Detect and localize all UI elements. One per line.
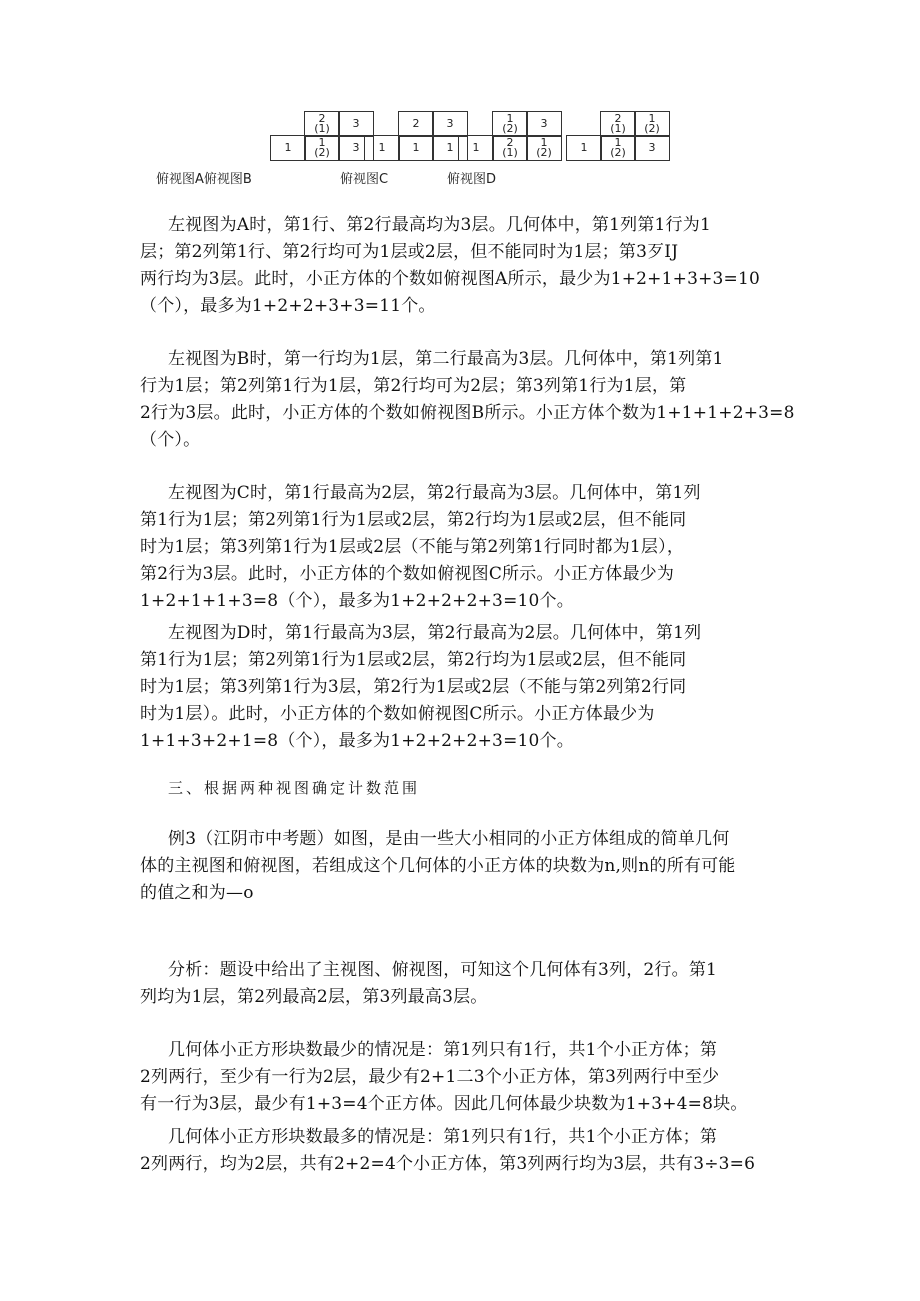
text-line: （个）。 [140,430,201,450]
paragraph-analysis [140,957,780,1011]
text-line: 左视图为D时，第1行最高为3层，第2行最高为2层。几何体中，第1列 [168,623,702,643]
grid-cell: 1 (2) [634,111,670,137]
grid-cell: 1 (2) [492,111,528,137]
text-line: 左视图为C时，第1行最高为2层，第2行最高为3层。几何体中，第1列 [168,483,701,503]
caption-top-view-c: 俯视图C [340,172,389,187]
text-line: 分析：题设中给出了主视图、俯视图，可知这个几何体有3列，2行。第1 [168,960,718,980]
text-line: 第2行为3层。此时，小正方体的个数如俯视图C所示。小正方体最少为 [140,564,675,584]
paragraph-left-view-b [140,346,795,454]
text-line: 时为1层；第3列第1行为3层，第2行为1层或2层（不能与第2列第2行同 [140,677,687,697]
caption-top-view-d: 俯视图D [447,172,497,187]
grid-cell: 2 [398,111,434,137]
text-line: 的值之和为—o [140,883,254,903]
text-line: 1+1+3+2+1=8（个），最多为1+2+2+2+3=10个。 [140,731,574,751]
text-line: 例3（江阴市中考题）如图，是由一些大小相同的小正方体组成的简单几何 [168,829,730,849]
grid-cell: 1 (2) [304,135,340,161]
grid-cell: 3 [634,135,670,161]
grid-cell: 1 [270,135,306,161]
grid-cell: 3 [432,111,468,137]
paragraph-left-view-d [140,620,780,755]
paragraph-example-3 [140,826,780,907]
top-view-diagrams [0,0,920,200]
text-line: 几何体小正方形块数最多的情况是：第1列只有1行，共1个小正方体；第 [168,1127,718,1147]
text-line: 几何体小正方形块数最少的情况是：第1列只有1行，共1个小正方体；第 [168,1040,718,1060]
grid-cell: 2 (1) [492,135,528,161]
text-line: 2列两行，均为2层，共有2+2=4个小正方体，第3列两行均为3层，共有3÷3=6 [140,1154,756,1174]
grid-cell: 1 [398,135,434,161]
caption-top-view-ab: 俯视图A俯视图B [156,172,252,187]
text-line: 体的主视图和俯视图，若组成这个几何体的小正方体的块数为n,则n的所有可能 [140,856,736,876]
grid-cell: 1 (2) [600,135,636,161]
grid-cell: 1 [458,135,494,161]
paragraph-left-view-a [140,212,780,320]
paragraph-minimum-case [140,1037,780,1118]
grid-cell: 3 [338,111,374,137]
grid-cell: 2 (1) [304,111,340,137]
text-line: 列均为1层，第2列最高2层，第3列最高3层。 [140,987,488,1007]
text-line: 行为1层；第2列第1行为1层，第2行均可为2层；第3列第1行为1层，第 [140,376,687,396]
grid-cell: 1 [432,135,468,161]
grid-cell: 3 [338,135,374,161]
text-line: 两行均为3层。此时，小正方体的个数如俯视图A所示，最少为1+2+1+3+3=10 [140,269,761,289]
text-line: 1+2+1+1+3=8（个），最多为1+2+2+2+3=10个。 [140,591,574,611]
section-heading: 三、根据两种视图确定计数范围 [168,779,421,797]
text-line: 左视图为B时，第一行均为1层，第二行最高为3层。几何体中，第1列第1 [168,349,724,369]
text-line: 有一行为3层，最少有1+3=4个正方体。因此几何体最少块数为1+3+4=8块。 [140,1094,748,1114]
text-line: 2行为3层。此时，小正方体的个数如俯视图B所示。小正方体个数为1+1+1+2+3=8 [140,403,795,423]
grid-cell: 1 [566,135,602,161]
grid-cell: 1 [364,135,400,161]
paragraph-left-view-c [140,480,780,615]
paragraph-maximum-case [140,1124,780,1178]
text-line: 左视图为A时，第1行、第2行最高均为3层。几何体中，第1列第1行为1 [168,215,711,235]
text-line: 第1行为1层；第2列第1行为1层或2层，第2行均为1层或2层，但不能同 [140,650,687,670]
grid-cell: 3 [526,111,562,137]
grid-cell: 1 (2) [526,135,562,161]
text-line: 层；第2列第1行、第2行均可为1层或2层，但不能同时为1层；第3歹IJ [140,242,679,262]
text-line: （个），最多为1+2+2+3+3=11个。 [140,296,436,316]
grid-cell: 2 (1) [600,111,636,137]
text-line: 2列两行，至少有一行为2层，最少有2+1二3个小正方体，第3列两行中至少 [140,1067,720,1087]
text-line: 时为1层；第3列第1行为1层或2层（不能与第2列第1行同时都为1层）， [140,537,685,557]
text-line: 第1行为1层；第2列第1行为1层或2层，第2行均为1层或2层，但不能同 [140,510,687,530]
text-line: 时为1层）。此时，小正方体的个数如俯视图C所示。小正方体最少为 [140,704,655,724]
